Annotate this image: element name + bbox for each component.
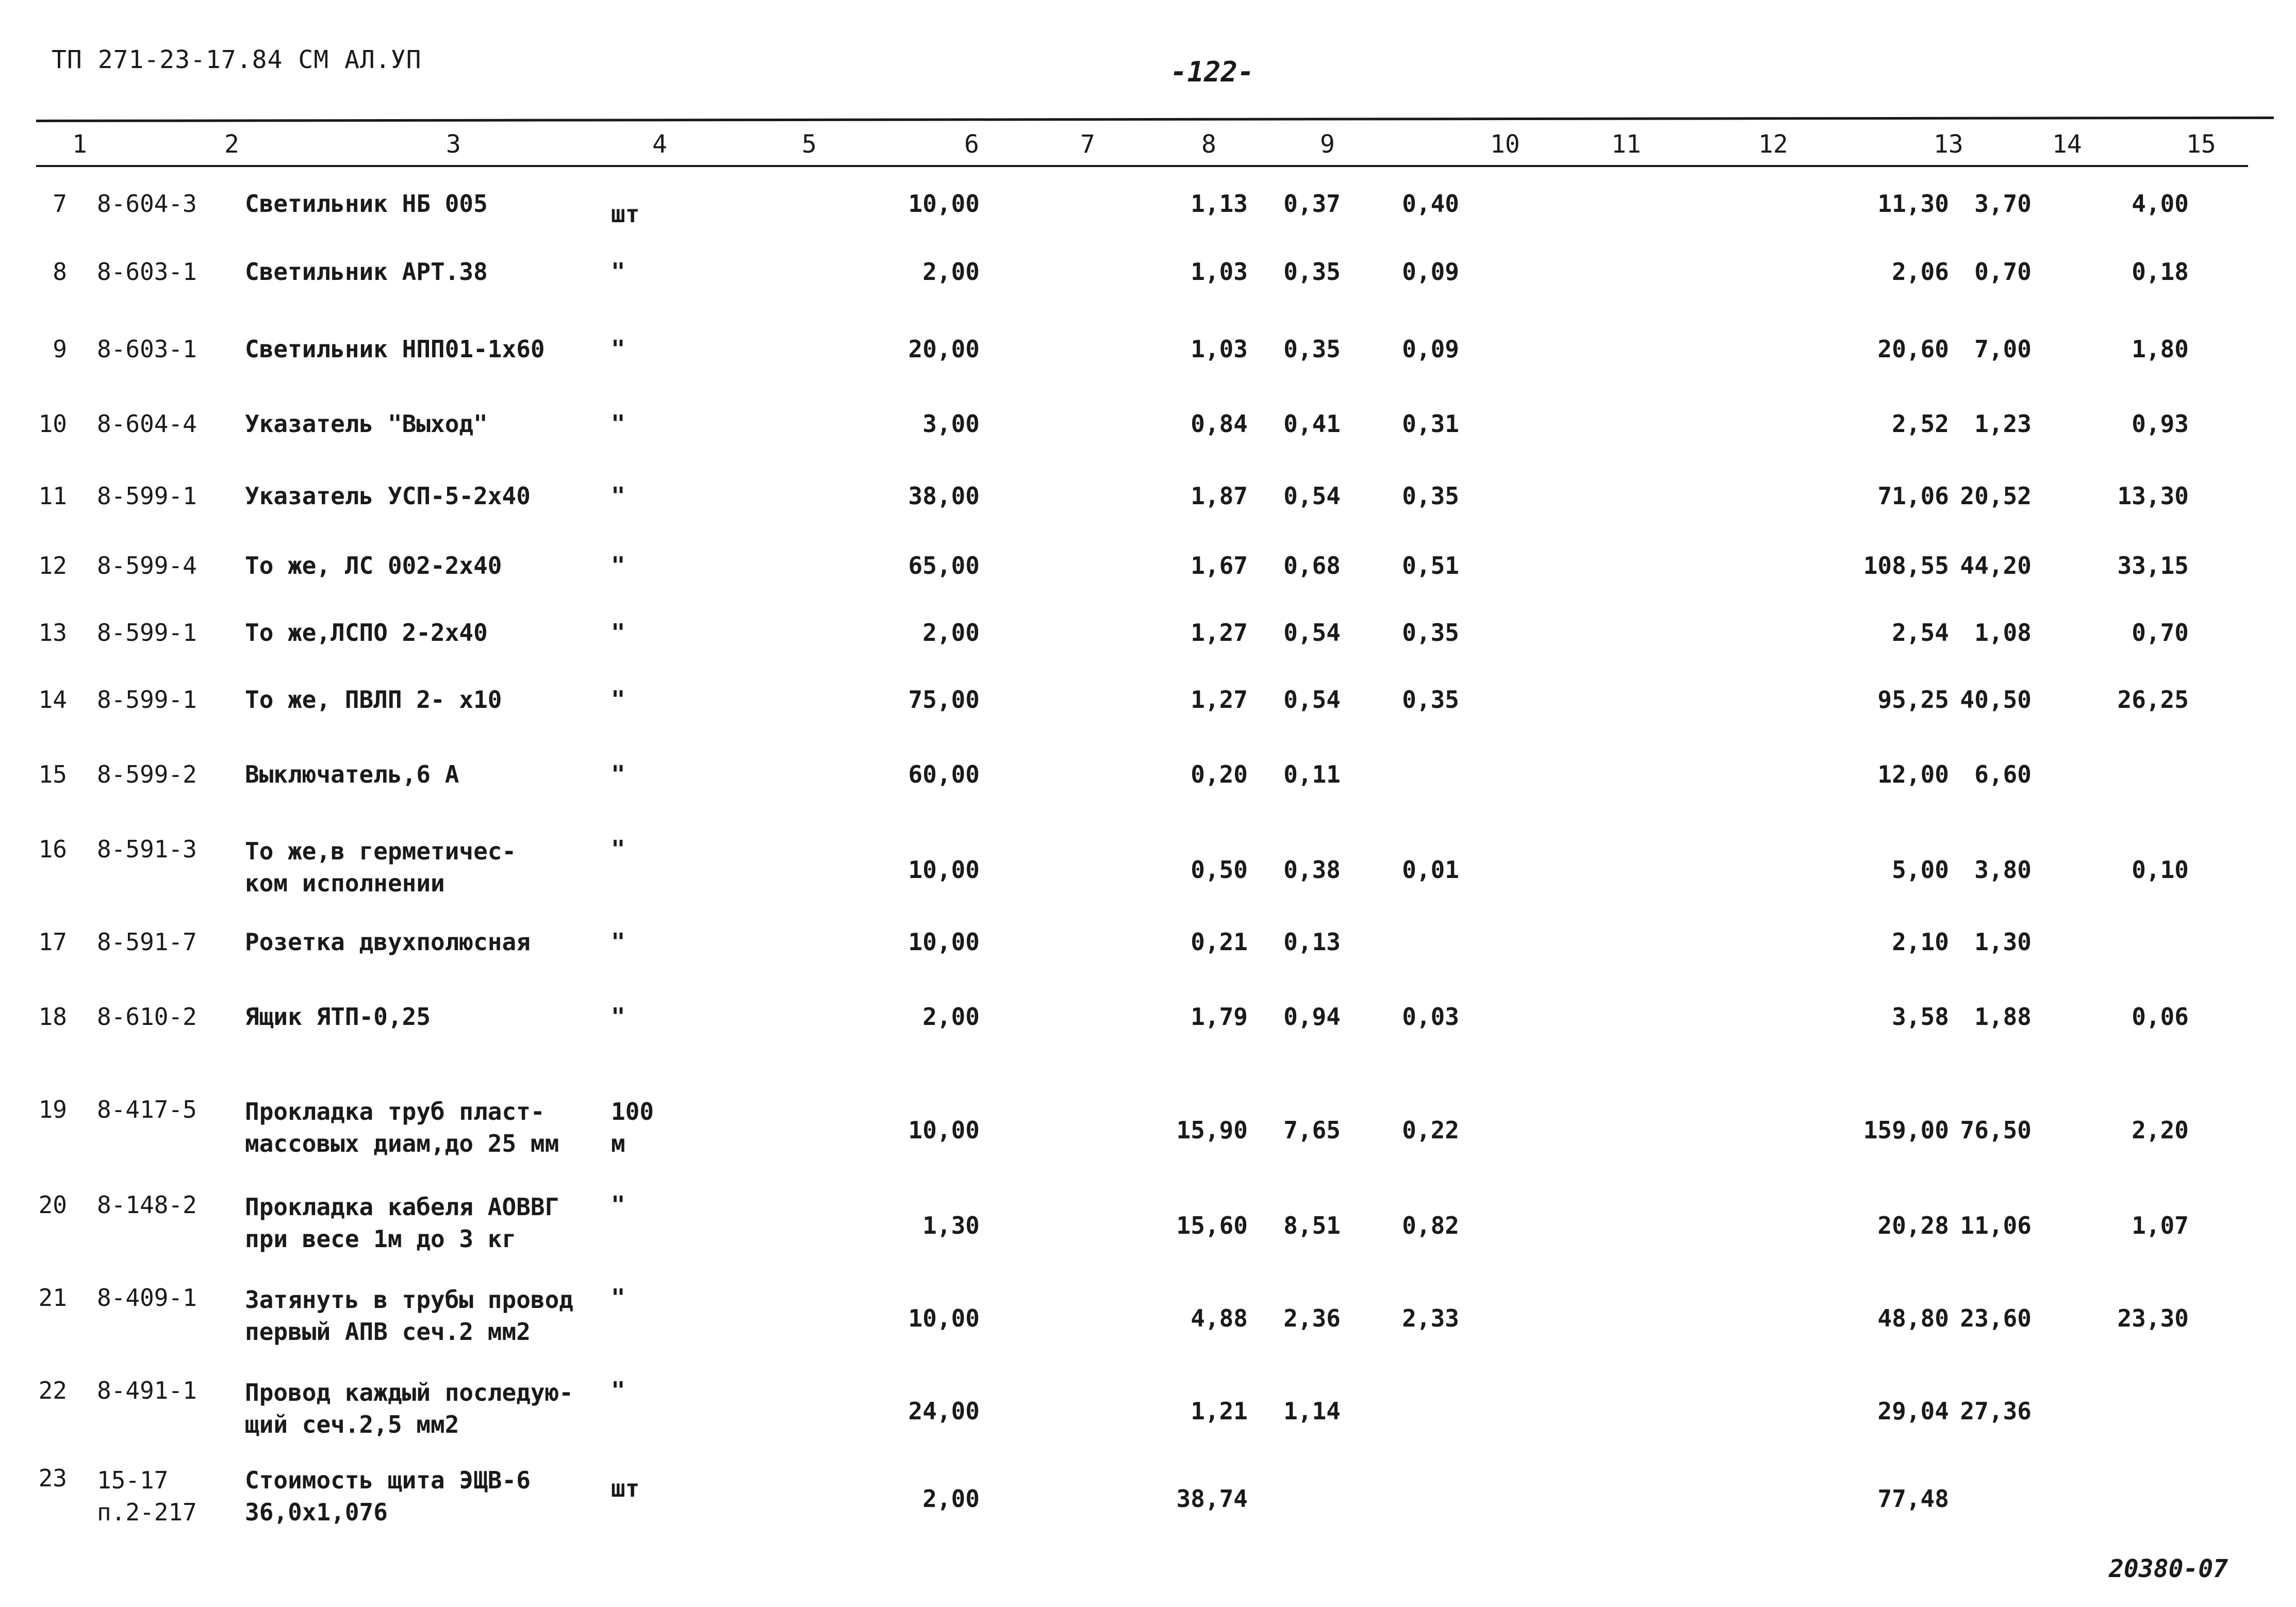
cell-c14: 1,07 bbox=[2132, 1212, 2189, 1239]
cell-n: 20 bbox=[38, 1191, 67, 1219]
cell-c7: 0,50 bbox=[1191, 856, 1248, 884]
cell-c14: 0,18 bbox=[2132, 258, 2189, 286]
cell-code: 8-603-1 bbox=[97, 258, 197, 286]
cell-c8: 7,65 bbox=[1283, 1116, 1341, 1144]
cell-qty: 10,00 bbox=[908, 1304, 980, 1332]
cell-c12: 71,06 bbox=[1877, 482, 1949, 510]
cell-code: 8-603-1 bbox=[97, 335, 197, 363]
cell-unit: " bbox=[611, 482, 625, 510]
cell-c9: 0,35 bbox=[1402, 482, 1459, 510]
cell-code: 8-491-1 bbox=[97, 1377, 197, 1404]
cell-c13: 6,60 bbox=[1974, 760, 2031, 788]
cell-c12: 48,80 bbox=[1877, 1304, 1949, 1332]
cell-code: 8-417-5 bbox=[97, 1096, 197, 1123]
cell-c8: 0,54 bbox=[1283, 619, 1341, 647]
cell-qty: 10,00 bbox=[908, 1116, 980, 1144]
cell-n: 12 bbox=[38, 552, 67, 579]
cell-name: Указатель УСП-5-2х40 bbox=[245, 482, 531, 510]
cell-c13: 3,70 bbox=[1974, 190, 2031, 218]
cell-qty: 2,00 bbox=[922, 1485, 980, 1513]
page-number: -122- bbox=[1170, 56, 1254, 88]
cell-c13: 27,36 bbox=[1960, 1397, 2031, 1425]
cell-c12: 20,60 bbox=[1877, 335, 1949, 363]
cell-c7: 38,74 bbox=[1176, 1485, 1248, 1513]
cell-name: Затянуть в трубы провод первый АПВ сеч.2 мм2 bbox=[245, 1286, 573, 1346]
column-number: 6 bbox=[964, 130, 979, 159]
archive-stamp: 20380-07 bbox=[2109, 1554, 2228, 1583]
cell-name: Выключатель,6 А bbox=[245, 760, 459, 788]
cell-c12: 108,55 bbox=[1863, 552, 1949, 579]
cell-c7: 1,27 bbox=[1191, 619, 1248, 647]
cell-c8: 0,94 bbox=[1283, 1003, 1341, 1031]
document-code: ТП 271-23-17.84 СМ АЛ.УП bbox=[52, 45, 422, 74]
cell-unit: 100 м bbox=[611, 1098, 654, 1157]
cell-c13: 23,60 bbox=[1960, 1304, 2031, 1332]
cell-unit: " bbox=[611, 928, 625, 956]
cell-c12: 2,54 bbox=[1892, 619, 1949, 647]
cell-qty: 10,00 bbox=[908, 856, 980, 884]
column-number: 14 bbox=[2052, 130, 2082, 159]
cell-c13: 1,08 bbox=[1974, 619, 2031, 647]
cell-code: 8-599-2 bbox=[97, 760, 197, 788]
cell-code: 8-599-1 bbox=[97, 619, 197, 647]
cell-unit: " bbox=[611, 1003, 625, 1031]
column-number: 12 bbox=[1758, 130, 1788, 159]
cell-c7: 1,67 bbox=[1191, 552, 1248, 579]
cell-qty: 3,00 bbox=[922, 410, 980, 438]
column-number: 1 bbox=[72, 130, 87, 159]
cell-name: Светильник АРТ.38 bbox=[245, 258, 488, 286]
cell-code: 8-591-3 bbox=[97, 835, 197, 863]
cell-name: То же,ЛСПО 2-2х40 bbox=[245, 619, 488, 647]
cell-c7: 1,13 bbox=[1191, 190, 1248, 218]
cell-name: Стоимость щита ЭЩВ-6 36,0х1,076 bbox=[245, 1466, 531, 1526]
cell-c12: 12,00 bbox=[1877, 760, 1949, 788]
cell-n: 13 bbox=[38, 619, 67, 647]
cell-c8: 0,54 bbox=[1283, 686, 1341, 714]
cell-unit: " bbox=[611, 410, 625, 438]
cell-c8: 0,38 bbox=[1283, 856, 1341, 884]
cell-c7: 1,21 bbox=[1191, 1397, 1248, 1425]
cell-qty: 38,00 bbox=[908, 482, 980, 510]
cell-unit: шт bbox=[611, 1475, 640, 1502]
cell-c13: 1,88 bbox=[1974, 1003, 2031, 1031]
cell-code: 15-17 п.2-217 bbox=[97, 1466, 197, 1526]
column-number: 2 bbox=[224, 130, 239, 159]
cell-c14: 0,10 bbox=[2132, 856, 2189, 884]
cell-c8: 0,35 bbox=[1283, 258, 1341, 286]
column-number: 11 bbox=[1611, 130, 1641, 159]
cell-c9: 0,82 bbox=[1402, 1212, 1459, 1239]
cell-c9: 2,33 bbox=[1402, 1304, 1459, 1332]
header-bottom-rule bbox=[36, 165, 2248, 167]
cell-c9: 0,40 bbox=[1402, 190, 1459, 218]
cell-qty: 2,00 bbox=[922, 258, 980, 286]
cell-c8: 8,51 bbox=[1283, 1212, 1341, 1239]
cell-c14: 26,25 bbox=[2117, 686, 2189, 714]
cell-unit: " bbox=[611, 835, 625, 863]
cell-c12: 29,04 bbox=[1877, 1397, 1949, 1425]
cell-c8: 0,11 bbox=[1283, 760, 1341, 788]
cell-c9: 0,51 bbox=[1402, 552, 1459, 579]
cell-unit: " bbox=[611, 258, 625, 286]
cell-qty: 2,00 bbox=[922, 1003, 980, 1031]
cell-n: 22 bbox=[38, 1377, 67, 1404]
cell-c12: 11,30 bbox=[1877, 190, 1949, 218]
cell-n: 11 bbox=[38, 482, 67, 510]
cell-c7: 0,20 bbox=[1191, 760, 1248, 788]
cell-c9: 0,09 bbox=[1402, 258, 1459, 286]
cell-c13: 7,00 bbox=[1974, 335, 2031, 363]
cell-code: 8-604-4 bbox=[97, 410, 197, 438]
cell-n: 7 bbox=[53, 190, 67, 218]
cell-code: 8-604-3 bbox=[97, 190, 197, 218]
cell-code: 8-599-1 bbox=[97, 686, 197, 714]
cell-c12: 95,25 bbox=[1877, 686, 1949, 714]
cell-code: 8-409-1 bbox=[97, 1284, 197, 1312]
cell-unit: " bbox=[611, 1191, 625, 1219]
table-top-rule bbox=[36, 117, 2274, 122]
cell-name: Розетка двухполюсная bbox=[245, 928, 531, 956]
cell-c8: 0,37 bbox=[1283, 190, 1341, 218]
cell-c9: 0,35 bbox=[1402, 686, 1459, 714]
cell-c14: 23,30 bbox=[2117, 1304, 2189, 1332]
cell-n: 18 bbox=[38, 1003, 67, 1031]
cell-unit: " bbox=[611, 619, 625, 647]
cell-name: Ящик ЯТП-0,25 bbox=[245, 1003, 431, 1031]
cell-unit: " bbox=[611, 552, 625, 579]
cell-c12: 77,48 bbox=[1877, 1485, 1949, 1513]
cell-c14: 0,93 bbox=[2132, 410, 2189, 438]
cell-c14: 4,00 bbox=[2132, 190, 2189, 218]
cell-qty: 1,30 bbox=[922, 1212, 980, 1239]
cell-qty: 20,00 bbox=[908, 335, 980, 363]
cell-c13: 1,30 bbox=[1974, 928, 2031, 956]
cell-c7: 1,87 bbox=[1191, 482, 1248, 510]
cell-c8: 0,54 bbox=[1283, 482, 1341, 510]
cell-c12: 2,06 bbox=[1892, 258, 1949, 286]
cell-c13: 1,23 bbox=[1974, 410, 2031, 438]
cell-unit: " bbox=[611, 1284, 625, 1312]
cell-c8: 2,36 bbox=[1283, 1304, 1341, 1332]
cell-qty: 75,00 bbox=[908, 686, 980, 714]
cell-code: 8-610-2 bbox=[97, 1003, 197, 1031]
cell-unit: шт bbox=[611, 200, 640, 228]
cell-name: Прокладка кабеля АОВВГ при весе 1м до 3 кг bbox=[245, 1193, 559, 1253]
cell-c7: 0,21 bbox=[1191, 928, 1248, 956]
cell-c7: 0,84 bbox=[1191, 410, 1248, 438]
cell-c9: 0,09 bbox=[1402, 335, 1459, 363]
cell-c12: 5,00 bbox=[1892, 856, 1949, 884]
cell-unit: " bbox=[611, 335, 625, 363]
cell-c13: 20,52 bbox=[1960, 482, 2031, 510]
cell-c8: 0,68 bbox=[1283, 552, 1341, 579]
cell-c8: 0,13 bbox=[1283, 928, 1341, 956]
cell-c9: 0,35 bbox=[1402, 619, 1459, 647]
cell-c12: 3,58 bbox=[1892, 1003, 1949, 1031]
cell-n: 14 bbox=[38, 686, 67, 714]
cell-name: Указатель "Выход" bbox=[245, 410, 488, 438]
cell-name: Провод каждый последую- щий сеч.2,5 мм2 bbox=[245, 1379, 573, 1438]
cell-c14: 0,70 bbox=[2132, 619, 2189, 647]
cell-c14: 0,06 bbox=[2132, 1003, 2189, 1031]
cell-n: 17 bbox=[38, 928, 67, 956]
cell-n: 19 bbox=[38, 1096, 67, 1123]
cell-code: 8-599-4 bbox=[97, 552, 197, 579]
cell-code: 8-591-7 bbox=[97, 928, 197, 956]
cell-name: Прокладка труб пласт- массовых диам,до 25 мм bbox=[245, 1098, 559, 1157]
cell-qty: 10,00 bbox=[908, 190, 980, 218]
cell-c13: 0,70 bbox=[1974, 258, 2031, 286]
cell-c13: 11,06 bbox=[1960, 1212, 2031, 1239]
cell-c7: 4,88 bbox=[1191, 1304, 1248, 1332]
cell-qty: 65,00 bbox=[908, 552, 980, 579]
cell-n: 8 bbox=[53, 258, 67, 286]
cell-c13: 3,80 bbox=[1974, 856, 2031, 884]
cell-n: 21 bbox=[38, 1284, 67, 1312]
column-number: 10 bbox=[1490, 130, 1520, 159]
cell-c7: 15,90 bbox=[1176, 1116, 1248, 1144]
cell-c7: 1,03 bbox=[1191, 335, 1248, 363]
column-number: 3 bbox=[446, 130, 461, 159]
column-number: 9 bbox=[1320, 130, 1335, 159]
cell-c8: 0,35 bbox=[1283, 335, 1341, 363]
cell-name: Светильник НБ 005 bbox=[245, 190, 488, 218]
cell-n: 9 bbox=[53, 335, 67, 363]
cell-name: То же, ПВЛП 2- х10 bbox=[245, 686, 502, 714]
cell-c12: 2,10 bbox=[1892, 928, 1949, 956]
cell-qty: 10,00 bbox=[908, 928, 980, 956]
cell-qty: 60,00 bbox=[908, 760, 980, 788]
cell-unit: " bbox=[611, 1377, 625, 1404]
cell-c9: 0,22 bbox=[1402, 1116, 1459, 1144]
cell-name: То же,в герметичес- ком исполнении bbox=[245, 837, 517, 897]
column-number: 7 bbox=[1080, 130, 1095, 159]
cell-c12: 159,00 bbox=[1863, 1116, 1949, 1144]
cell-c13: 44,20 bbox=[1960, 552, 2031, 579]
column-number: 4 bbox=[652, 130, 667, 159]
cell-c7: 1,03 bbox=[1191, 258, 1248, 286]
cell-c7: 15,60 bbox=[1176, 1212, 1248, 1239]
cell-c14: 2,20 bbox=[2132, 1116, 2189, 1144]
cell-c14: 13,30 bbox=[2117, 482, 2189, 510]
cell-c7: 1,79 bbox=[1191, 1003, 1248, 1031]
cell-c8: 1,14 bbox=[1283, 1397, 1341, 1425]
cell-code: 8-148-2 bbox=[97, 1191, 197, 1219]
cell-c7: 1,27 bbox=[1191, 686, 1248, 714]
cell-c9: 0,01 bbox=[1402, 856, 1459, 884]
column-number: 8 bbox=[1201, 130, 1216, 159]
cell-n: 16 bbox=[38, 835, 67, 863]
cell-c14: 1,80 bbox=[2132, 335, 2189, 363]
cell-c14: 33,15 bbox=[2117, 552, 2189, 579]
cell-unit: " bbox=[611, 686, 625, 714]
cell-c12: 20,28 bbox=[1877, 1212, 1949, 1239]
cell-qty: 24,00 bbox=[908, 1397, 980, 1425]
cell-name: Светильник НПП01-1х60 bbox=[245, 335, 545, 363]
cell-qty: 2,00 bbox=[922, 619, 980, 647]
cell-name: То же, ЛС 002-2х40 bbox=[245, 552, 502, 579]
cell-unit: " bbox=[611, 760, 625, 788]
cell-c12: 2,52 bbox=[1892, 410, 1949, 438]
cell-code: 8-599-1 bbox=[97, 482, 197, 510]
column-number: 15 bbox=[2186, 130, 2216, 159]
column-number: 5 bbox=[802, 130, 817, 159]
cell-c9: 0,31 bbox=[1402, 410, 1459, 438]
cell-n: 23 bbox=[38, 1464, 67, 1492]
cell-c9: 0,03 bbox=[1402, 1003, 1459, 1031]
cell-c13: 76,50 bbox=[1960, 1116, 2031, 1144]
cell-n: 15 bbox=[38, 760, 67, 788]
column-number: 13 bbox=[1934, 130, 1963, 159]
cell-c13: 40,50 bbox=[1960, 686, 2031, 714]
cell-c8: 0,41 bbox=[1283, 410, 1341, 438]
cell-n: 10 bbox=[38, 410, 67, 438]
